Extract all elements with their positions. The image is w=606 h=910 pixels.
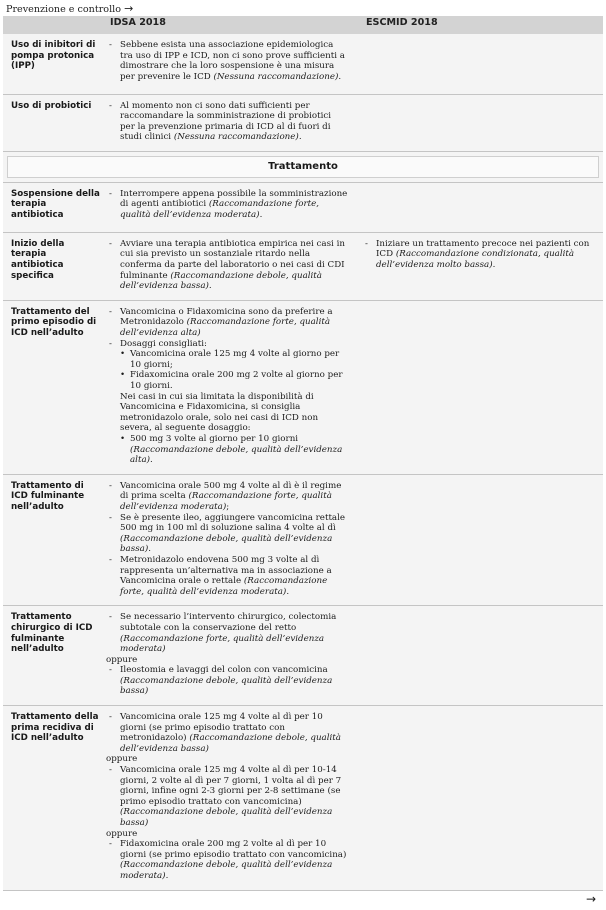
caption-text: Prevenzione e controllo <box>6 4 121 15</box>
next-page-arrow-icon: → <box>585 892 596 906</box>
escmid-cell <box>358 94 603 151</box>
oppure-text: oppure <box>106 828 138 839</box>
escmid-cell <box>358 474 603 606</box>
list-item: - Avviare una terapia antibiotica empirica nei casi in cui sia previsto un sostanziale ritardo nella conferma da parte del laboratorio o nei casi di CDI fulminante (Raccomandazione debole, qualità dell’evidenza bassa). <box>109 238 345 292</box>
table-row <box>3 94 603 151</box>
list-item: - Ileostomia e lavaggi del colon con vancomicina (Raccomandazione debole, qualità dell’evidenza bassa) <box>109 665 333 697</box>
escmid-cell <box>358 606 603 706</box>
list-item: - Se è presente ileo, aggiungere vancomicina rettale 500 mg in 100 ml di soluzione salina 4 volte al dì (Raccomandazione debole, qualità dell’evidenza bassa). <box>109 512 346 555</box>
escmid-cell <box>358 706 603 891</box>
list-item: - Vancomicina orale 500 mg 4 volte al dì è il regime di prima scelta (Raccomandazione forte, qualità dell’evidenza moderata); <box>109 480 342 512</box>
idsa-cell <box>104 606 358 706</box>
note-block <box>106 434 348 466</box>
oppure-text: oppure <box>106 654 138 665</box>
escmid-cell <box>358 232 603 300</box>
row-label: Trattamento di ICD fulminante nell’adulto <box>3 474 104 606</box>
idsa-cell <box>104 474 358 606</box>
list-item: - Interrompere appena possibile la somministrazione di agenti antibiotici (Raccomandazione forte, qualità dell’evidenza moderata). <box>109 188 348 221</box>
row-label: Trattamento del primo episodio di ICD nell’adulto <box>3 300 104 474</box>
table-header-row <box>3 16 603 34</box>
list-item: - Vancomicina o Fidaxomicina sono da preferire a Metronidazolo (Raccomandazione forte, qualità dell’evidenza alta) <box>109 306 333 339</box>
row-label: Sospensione della terapia antibiotica <box>3 182 104 232</box>
list-item: - Vancomicina orale 125 mg 4 volte al dì per 10 giorni (se primo episodio trattato con metronidazolo) (Raccomandazione debole, qualità dell’evidenza bassa) <box>109 712 341 754</box>
list-item: - Metronidazolo endovena 500 mg 3 volte al dì rappresenta un’alternativa ma in associazione a Vancomicina orale o rettale (Raccomandazione forte, qualità dell’evidenza moderata). <box>109 554 332 597</box>
table-row <box>3 34 603 94</box>
idsa-cell <box>104 232 358 300</box>
list-item: - Vancomicina orale 125 mg 4 volte al dì per 10-14 giorni, 2 volte al dì per 7 giorni, 1 volta al dì per 7 giorni, infine ogni 2-3 giorni per 2-8 settimane (se primo episodio trattato con vancomicina) (Raccomandazione debole, qualità dell’evidenza bassa) <box>109 765 342 828</box>
idsa-cell <box>104 34 358 94</box>
note-text: Nei casi in cui sia limitata la disponibilità di Vancomicina e Fidaxomicina, si consiglia metronidazolo orale, solo nei casi di ICD non severa, al seguente dosaggio: <box>120 391 319 434</box>
table-row <box>3 182 603 232</box>
list-item: - Dosaggi consigliati: • Vancomicina orale 125 mg 4 volte al giorno per 10 giorni; • Fidaxomicina orale 200 mg 2 volte al giorno per 10 giorni. <box>106 339 348 392</box>
idsa-cell <box>104 182 358 232</box>
row-label: Uso di inibitori di pompa protonica (IPP) <box>3 34 104 94</box>
row-label: Trattamento della prima recidiva di ICD nell’adulto <box>3 706 104 891</box>
list-item: - Al momento non ci sono dati sufficienti per raccomandare la somministrazione di probiotici per la prevenzione primaria di ICD al di fuori di studi clinici (Nessuna raccomandazione). <box>109 100 332 143</box>
row-label: Trattamento chirurgico di ICD fulminante nell’adulto <box>3 606 104 706</box>
table-row <box>3 232 603 300</box>
section-title: Trattamento <box>7 156 599 178</box>
sub-item: • 500 mg 3 volte al giorno per 10 giorni (Raccomandazione debole, qualità dell’evidenza alta). <box>120 434 343 466</box>
idsa-cell <box>104 94 358 151</box>
sub-item: • Fidaxomicina orale 200 mg 2 volte al giorno per 10 giorni. <box>120 370 343 392</box>
table-row <box>3 606 603 706</box>
table-row <box>3 706 603 891</box>
sub-item: • Vancomicina orale 125 mg 4 volte al giorno per 10 giorni; <box>120 349 340 370</box>
page-caption <box>6 2 133 15</box>
idsa-cell <box>104 300 358 474</box>
escmid-cell <box>358 300 603 474</box>
row-label: Inizio della terapia antibiotica specifica <box>3 232 104 300</box>
section-row <box>3 151 603 182</box>
header-empty <box>3 16 104 34</box>
idsa-cell <box>104 706 358 891</box>
table-row <box>3 300 603 474</box>
arrow-right-icon: → <box>124 2 134 15</box>
escmid-cell <box>358 182 603 232</box>
header-idsa: IDSA 2018 <box>104 16 358 34</box>
list-item: - Sebbene esista una associazione epidemiologica tra uso di IPP e ICD, non ci sono prove sufficienti a dimostrare che la loro sospensione è una misura per prevenire le ICD (Nessuna raccomandazione). <box>109 40 345 82</box>
table-row <box>3 474 603 606</box>
guidelines-table <box>3 16 603 891</box>
list-item: - Se necessario l’intervento chirurgico, colectomia subtotale con la conservazione del retto (Raccomandazione forte, qualità dell’evidenza moderata) <box>109 612 337 655</box>
row-label: Uso di probiotici <box>3 94 104 151</box>
header-escmid: ESCMID 2018 <box>358 16 603 34</box>
list-item: - Iniziare un trattamento precoce nei pazienti con ICD (Raccomandazione condizionata, qualità dell’evidenza molto bassa). <box>365 238 590 271</box>
escmid-cell <box>358 34 603 94</box>
oppure-text: oppure <box>106 754 138 765</box>
list-item: - Fidaxomicina orale 200 mg 2 volte al dì per 10 giorni (se primo episodio trattato con vancomicina) (Raccomandazione debole, qualità dell’evidenza moderata). <box>109 839 347 881</box>
